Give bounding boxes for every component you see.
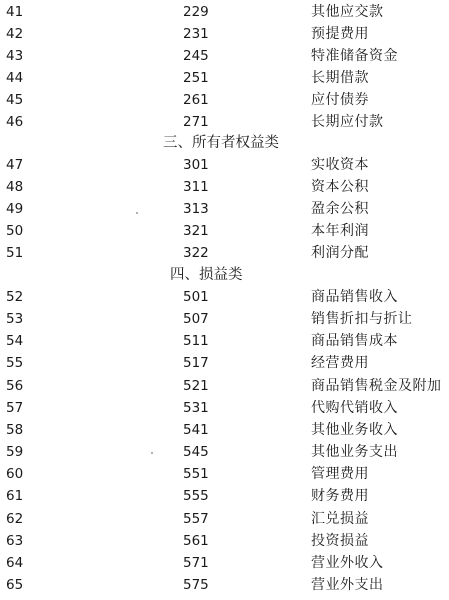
account-code: 229 <box>183 4 209 20</box>
account-code: 311 <box>183 179 209 195</box>
account-name: 特准储备资金 <box>311 48 398 64</box>
row-number: 62 <box>6 510 24 527</box>
account-code: 501 <box>183 289 209 305</box>
table-row <box>0 419 449 441</box>
account-name: 其他业务支出 <box>311 444 398 461</box>
row-number: 59 <box>6 444 24 461</box>
account-code: 313 <box>183 201 209 217</box>
table-row <box>0 463 449 485</box>
scan-speck <box>136 212 138 214</box>
table-row <box>0 485 449 507</box>
row-number: 52 <box>6 289 24 305</box>
table-row <box>0 111 449 133</box>
account-name: 销售折扣与折让 <box>311 311 413 328</box>
row-number: 60 <box>6 466 24 483</box>
account-code: 531 <box>183 399 209 416</box>
table-row <box>0 89 449 111</box>
account-name: 盈余公积 <box>311 201 369 217</box>
account-name: 商品销售收入 <box>311 289 398 305</box>
row-number: 56 <box>6 377 24 394</box>
table-row <box>0 154 449 176</box>
row-number: 51 <box>6 245 24 261</box>
table-row <box>0 220 449 242</box>
table-row <box>0 176 449 198</box>
row-number: 49 <box>6 201 24 217</box>
row-number: 43 <box>6 48 24 64</box>
table-row <box>0 23 449 45</box>
account-name: 投资损益 <box>311 532 369 549</box>
account-name: 长期借款 <box>311 70 369 86</box>
account-code: 301 <box>183 157 209 173</box>
table-row <box>0 1 449 23</box>
account-name: 营业外收入 <box>311 554 384 571</box>
section-heading-equity: 三、所有者权益类 <box>163 135 279 151</box>
table-row <box>0 286 449 308</box>
account-code: 555 <box>183 488 209 505</box>
account-code: 541 <box>183 421 209 438</box>
table-row <box>0 375 449 397</box>
table-row <box>0 508 449 530</box>
account-name: 汇兑损益 <box>311 510 369 527</box>
row-number: 61 <box>6 488 24 505</box>
table-row <box>0 552 449 574</box>
account-name: 营业外支出 <box>311 576 384 593</box>
account-name: 其他业务收入 <box>311 421 398 438</box>
table-row <box>0 352 449 374</box>
table-row <box>0 198 449 220</box>
account-code: 251 <box>183 70 209 86</box>
table-row <box>0 574 449 596</box>
table-row <box>0 242 449 264</box>
account-code: 521 <box>183 377 209 394</box>
account-code: 551 <box>183 466 209 483</box>
account-name: 资本公积 <box>311 179 369 195</box>
account-code: 561 <box>183 532 209 549</box>
table-row <box>0 67 449 89</box>
account-name: 本年利润 <box>311 223 369 239</box>
account-code: 245 <box>183 48 209 64</box>
row-number: 50 <box>6 223 24 239</box>
row-number: 57 <box>6 399 24 416</box>
row-number: 46 <box>6 114 24 130</box>
account-name: 商品销售成本 <box>311 333 398 350</box>
row-number: 42 <box>6 26 24 42</box>
table-row <box>0 330 449 352</box>
row-number: 64 <box>6 554 24 571</box>
row-number: 45 <box>6 92 24 108</box>
account-name: 利润分配 <box>311 245 369 261</box>
account-code: 511 <box>183 333 209 350</box>
row-number: 65 <box>6 576 24 593</box>
account-code: 545 <box>183 444 209 461</box>
table-row <box>0 441 449 463</box>
account-code: 261 <box>183 92 209 108</box>
row-number: 55 <box>6 355 24 372</box>
account-code: 271 <box>183 114 209 130</box>
account-code: 571 <box>183 554 209 571</box>
account-name: 财务费用 <box>311 488 369 505</box>
account-code: 231 <box>183 26 209 42</box>
account-name: 长期应付款 <box>311 114 384 130</box>
row-number: 47 <box>6 157 24 173</box>
account-name: 预提费用 <box>311 26 369 42</box>
section-heading-profit-loss: 四、损益类 <box>170 267 243 283</box>
account-code: 575 <box>183 576 209 593</box>
table-row <box>0 45 449 67</box>
account-name: 其他应交款 <box>311 4 384 20</box>
account-name: 代购代销收入 <box>311 399 398 416</box>
table-row <box>0 397 449 419</box>
row-number: 54 <box>6 333 24 350</box>
account-code: 557 <box>183 510 209 527</box>
row-number: 63 <box>6 532 24 549</box>
row-number: 58 <box>6 421 24 438</box>
row-number: 44 <box>6 70 24 86</box>
row-number: 53 <box>6 311 24 328</box>
account-code: 507 <box>183 311 209 328</box>
row-number: 48 <box>6 179 24 195</box>
row-number: 41 <box>6 4 24 20</box>
account-code: 321 <box>183 223 209 239</box>
account-name: 实收资本 <box>311 157 369 173</box>
account-name: 经营费用 <box>311 355 369 372</box>
account-code: 517 <box>183 355 209 372</box>
table-row <box>0 530 449 552</box>
account-name: 应付债券 <box>311 92 369 108</box>
table-row <box>0 308 449 330</box>
account-name: 管理费用 <box>311 466 369 483</box>
account-code: 322 <box>183 245 209 261</box>
scan-speck <box>151 452 153 454</box>
account-name: 商品销售税金及附加 <box>311 377 442 394</box>
